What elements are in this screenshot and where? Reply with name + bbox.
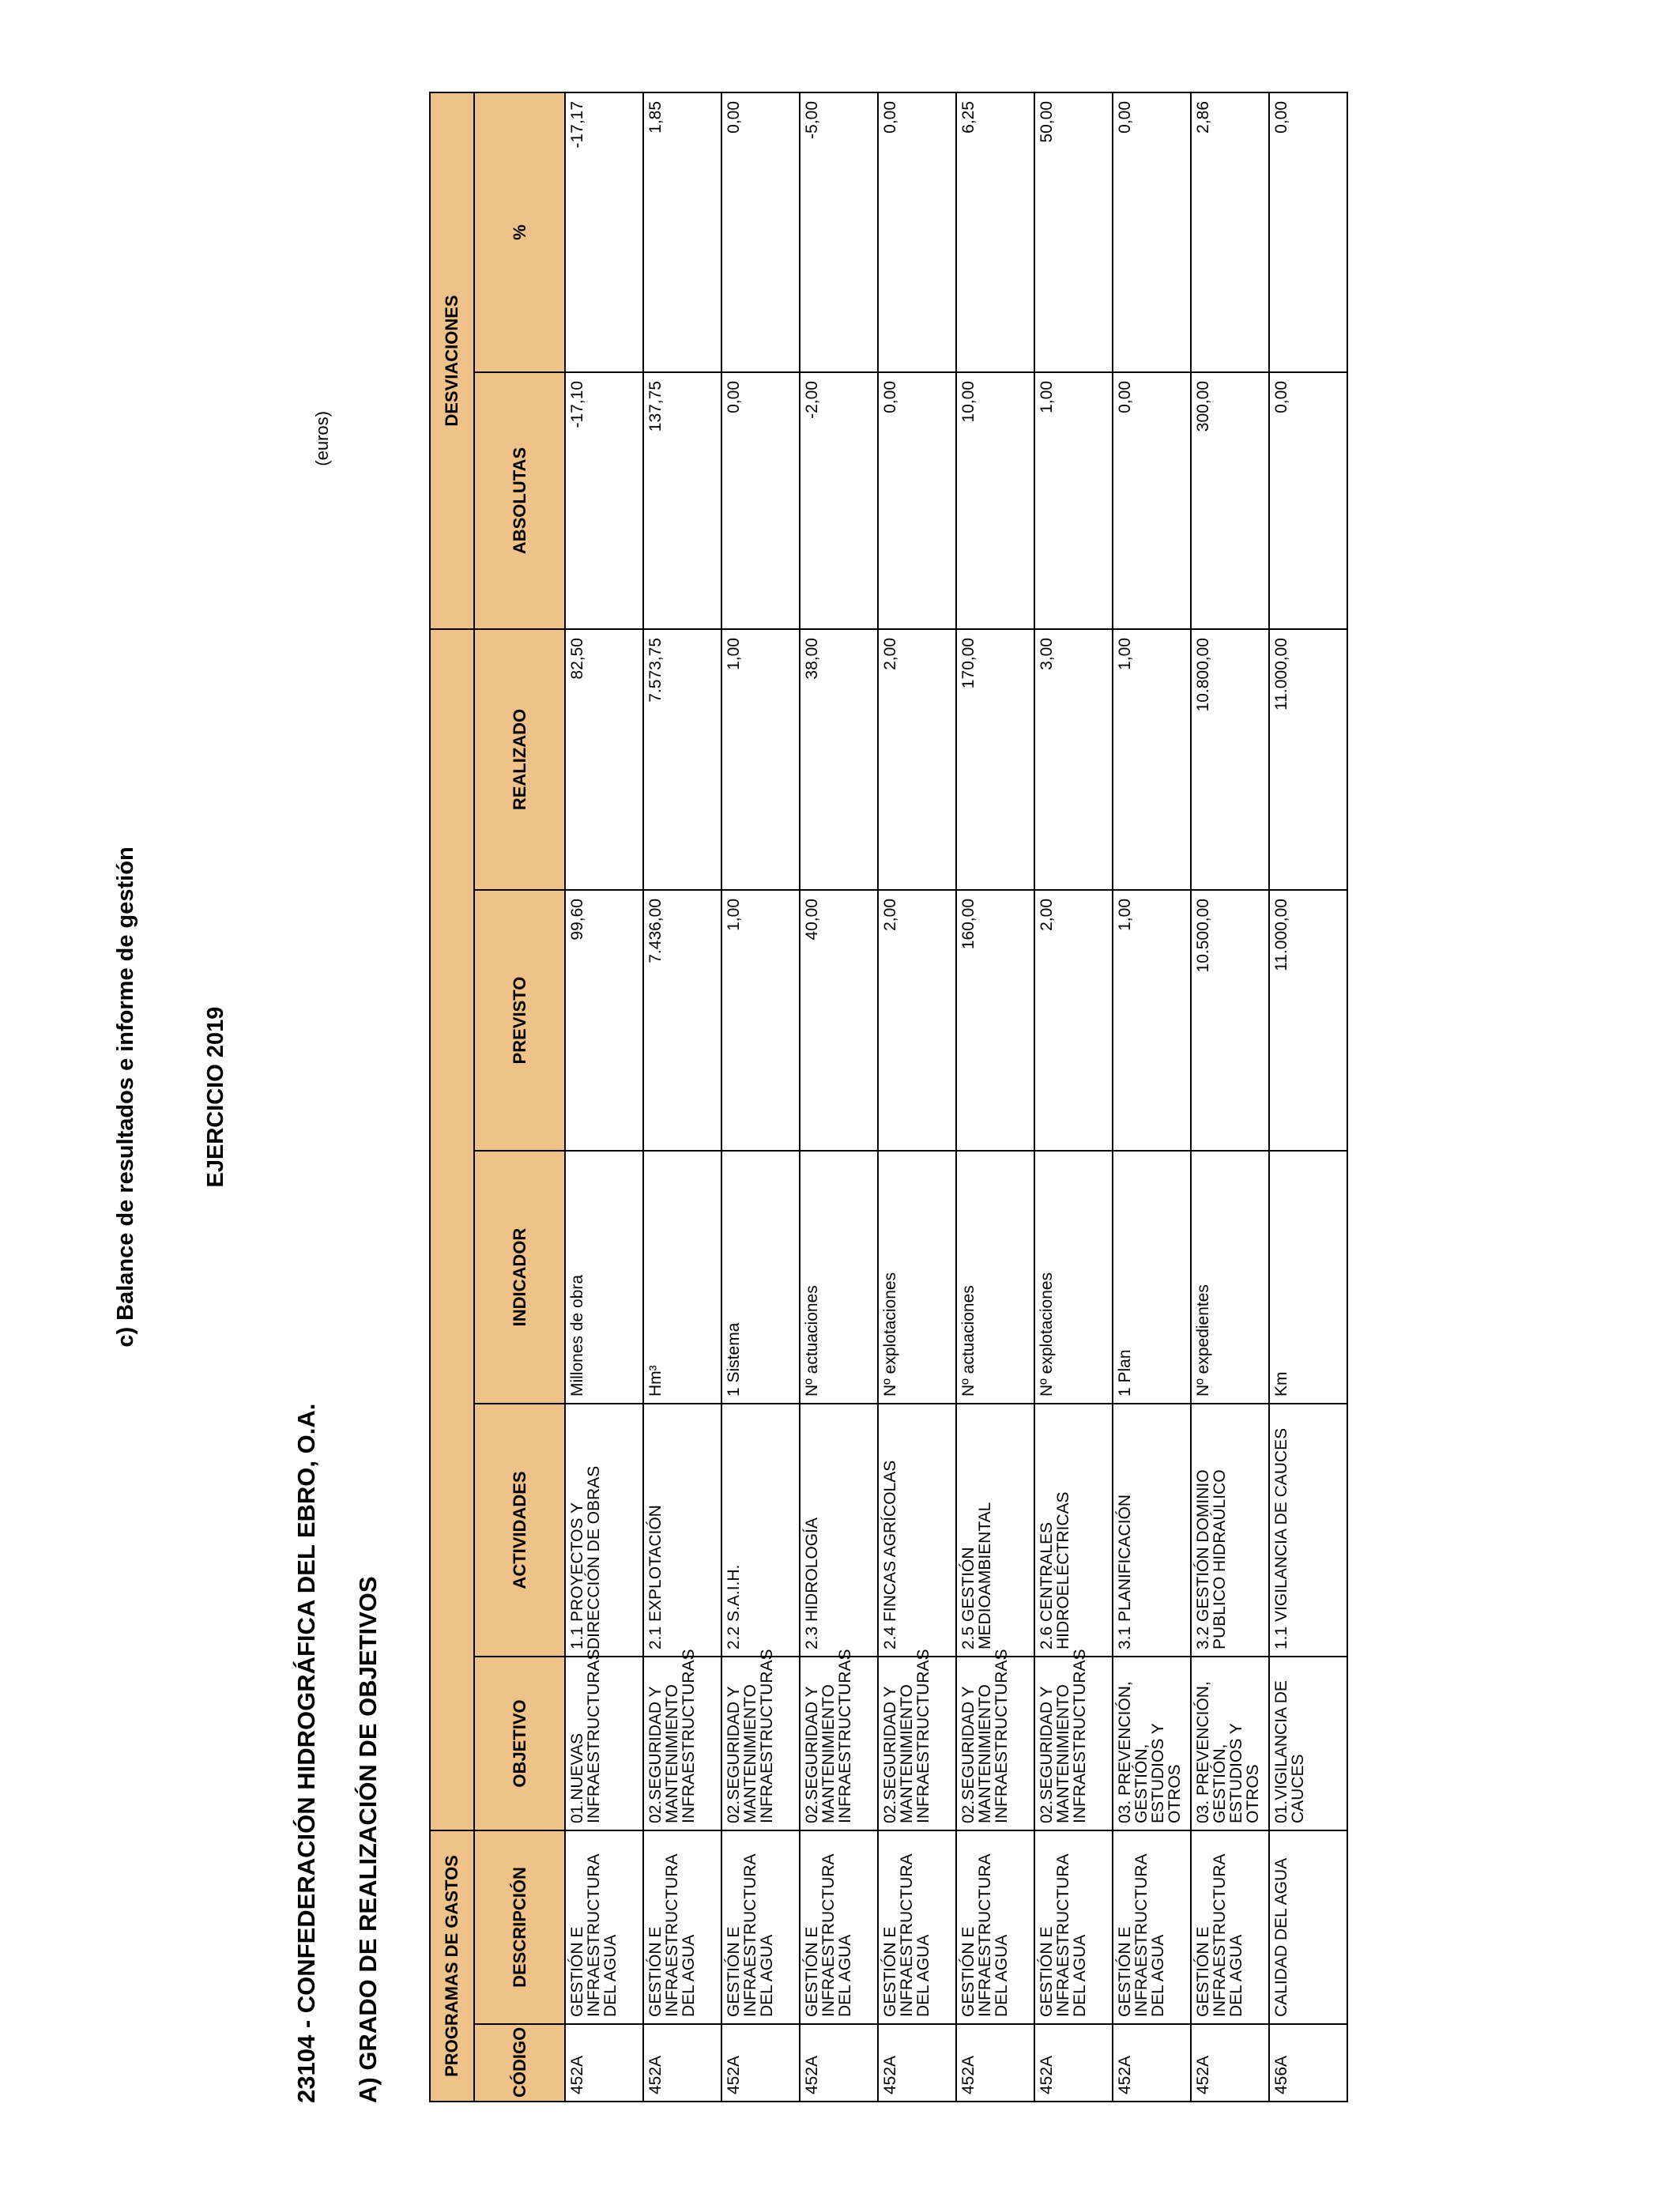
cell-absolutas: 0,00 xyxy=(1113,372,1191,629)
table-row xyxy=(1269,92,1347,2102)
cell-previsto: 2,00 xyxy=(1034,890,1113,1151)
cell-indicador: Hm³ xyxy=(643,1151,721,1404)
cell-actividades: 1.1 VIGILANCIA DE CAUCES xyxy=(1269,1404,1347,1657)
cell-realizado: 3,00 xyxy=(1034,629,1113,890)
cell-objetivo: 03. PREVENCIÓN, GESTIÓN, ESTUDIOS Y OTROS xyxy=(1191,1657,1269,1830)
cell-porcentaje: 2,86 xyxy=(1191,92,1269,372)
exercise-year: EJERCICIO 2019 xyxy=(203,1006,228,1188)
cell-absolutas: 1,00 xyxy=(1034,372,1113,629)
table-row xyxy=(643,92,721,2102)
cell-porcentaje: 0,00 xyxy=(878,92,956,372)
cell-objetivo: 02.SEGURIDAD Y MANTENIMIENTO INFRAESTRUCTURAS xyxy=(643,1657,721,1830)
cell-absolutas: -17,10 xyxy=(565,372,643,629)
col-descripcion-header: DESCRIPCIÓN xyxy=(474,1830,565,2024)
objectives-table xyxy=(429,92,1348,2102)
cell-objetivo: 02.SEGURIDAD Y MANTENIMIENTO INFRAESTRUCTURAS xyxy=(878,1657,956,1830)
cell-objetivo: 03. PREVENCIÓN, GESTIÓN, ESTUDIOS Y OTROS xyxy=(1113,1657,1191,1830)
cell-objetivo: 01.NUEVAS INFRAESTRUCTURAS xyxy=(565,1657,643,1830)
cell-previsto: 99,60 xyxy=(565,890,643,1151)
cell-codigo: 452A xyxy=(721,2024,800,2102)
col-actividades-header: ACTIVIDADES xyxy=(474,1404,565,1657)
cell-absolutas: 137,75 xyxy=(643,372,721,629)
col-codigo-header: CÓDIGO xyxy=(474,2024,565,2102)
col-previsto-header: PREVISTO xyxy=(474,890,565,1151)
cell-porcentaje: 1,85 xyxy=(643,92,721,372)
cell-previsto: 160,00 xyxy=(956,890,1034,1151)
cell-indicador: Nº explotaciones xyxy=(878,1151,956,1404)
cell-codigo: 452A xyxy=(565,2024,643,2102)
cell-actividades: 3.1 PLANIFICACIÓN xyxy=(1113,1404,1191,1657)
cell-realizado: 38,00 xyxy=(800,629,878,890)
cell-indicador: 1 Sistema xyxy=(721,1151,800,1404)
cell-objetivo: 02.SEGURIDAD Y MANTENIMIENTO INFRAESTRUCTURAS xyxy=(956,1657,1034,1830)
cell-objetivo: 01.VIGILANCIA DE CAUCES xyxy=(1269,1657,1347,1830)
cell-realizado: 170,00 xyxy=(956,629,1034,890)
col-objetivo-header: OBJETIVO xyxy=(474,1657,565,1830)
cell-indicador: Millones de obra xyxy=(565,1151,643,1404)
cell-realizado: 11.000,00 xyxy=(1269,629,1347,890)
cell-indicador: Nº explotaciones xyxy=(1034,1151,1113,1404)
cell-actividades: 2.1 EXPLOTACIÓN xyxy=(643,1404,721,1657)
cell-porcentaje: 0,00 xyxy=(1269,92,1347,372)
cell-objetivo: 02.SEGURIDAD Y MANTENIMIENTO INFRAESTRUCTURAS xyxy=(1034,1657,1113,1830)
cell-objetivo: 02.SEGURIDAD Y MANTENIMIENTO INFRAESTRUCTURAS xyxy=(800,1657,878,1830)
cell-absolutas: 0,00 xyxy=(1269,372,1347,629)
entity-title: 23104 - CONFEDERACIÓN HIDROGRÁFICA DEL EBRO, O.A. xyxy=(292,1403,320,2103)
cell-actividades: 3.2 GESTIÓN DOMINIO PUBLICO HIDRAÚLICO xyxy=(1191,1404,1269,1657)
cell-previsto: 2,00 xyxy=(878,890,956,1151)
cell-absolutas: 0,00 xyxy=(878,372,956,629)
cell-porcentaje: 0,00 xyxy=(1113,92,1191,372)
cell-porcentaje: 50,00 xyxy=(1034,92,1113,372)
cell-realizado: 10.800,00 xyxy=(1191,629,1269,890)
col-indicador-header: INDICADOR xyxy=(474,1151,565,1404)
table-row xyxy=(1191,92,1269,2102)
table-row xyxy=(565,92,643,2102)
cell-descripcion: GESTIÓN E INFRAESTRUCTURA DEL AGUA xyxy=(721,1830,800,2024)
group-empty-header xyxy=(430,629,474,1830)
cell-porcentaje: 0,00 xyxy=(721,92,800,372)
cell-previsto: 7.436,00 xyxy=(643,890,721,1151)
cell-indicador: Km xyxy=(1269,1151,1347,1404)
table-row xyxy=(956,92,1034,2102)
cell-actividades: 2.3 HIDROLOGÍA xyxy=(800,1404,878,1657)
group-desviaciones-header: DESVIACIONES xyxy=(430,92,474,629)
cell-indicador: Nº actuaciones xyxy=(956,1151,1034,1404)
cell-porcentaje: -17,17 xyxy=(565,92,643,372)
cell-previsto: 1,00 xyxy=(1113,890,1191,1151)
cell-absolutas: 0,00 xyxy=(721,372,800,629)
cell-realizado: 82,50 xyxy=(565,629,643,890)
cell-descripcion: GESTIÓN E INFRAESTRUCTURA DEL AGUA xyxy=(565,1830,643,2024)
document-title: c) Balance de resultados e informe de gestión xyxy=(113,846,138,1348)
cell-descripcion: GESTIÓN E INFRAESTRUCTURA DEL AGUA xyxy=(956,1830,1034,2024)
cell-descripcion: GESTIÓN E INFRAESTRUCTURA DEL AGUA xyxy=(643,1830,721,2024)
cell-indicador: Nº expedientes xyxy=(1191,1151,1269,1404)
cell-codigo: 456A xyxy=(1269,2024,1347,2102)
group-programas-header: PROGRAMAS DE GASTOS xyxy=(430,1830,474,2102)
cell-previsto: 40,00 xyxy=(800,890,878,1151)
table-row xyxy=(878,92,956,2102)
cell-porcentaje: -5,00 xyxy=(800,92,878,372)
header-column-row xyxy=(474,92,565,2102)
col-realizado-header: REALIZADO xyxy=(474,629,565,890)
cell-realizado: 1,00 xyxy=(1113,629,1191,890)
cell-actividades: 2.4 FINCAS AGRÍCOLAS xyxy=(878,1404,956,1657)
cell-indicador: 1 Plan xyxy=(1113,1151,1191,1404)
cell-actividades: 1.1 PROYECTOS Y DIRECCIÓN DE OBRAS xyxy=(565,1404,643,1657)
table-row xyxy=(1113,92,1191,2102)
cell-descripcion: CALIDAD DEL AGUA xyxy=(1269,1830,1347,2024)
cell-codigo: 452A xyxy=(800,2024,878,2102)
cell-codigo: 452A xyxy=(956,2024,1034,2102)
col-porcentaje-header: % xyxy=(474,92,565,372)
cell-codigo: 452A xyxy=(1191,2024,1269,2102)
header-group-row xyxy=(430,92,474,2102)
currency-note: (euros) xyxy=(312,411,332,466)
cell-previsto: 10.500,00 xyxy=(1191,890,1269,1151)
cell-realizado: 2,00 xyxy=(878,629,956,890)
cell-codigo: 452A xyxy=(1034,2024,1113,2102)
table-row xyxy=(721,92,800,2102)
cell-codigo: 452A xyxy=(643,2024,721,2102)
cell-absolutas: 10,00 xyxy=(956,372,1034,629)
cell-actividades: 2.6 CENTRALES HIDROELÉCTRICAS xyxy=(1034,1404,1113,1657)
cell-indicador: Nº actuaciones xyxy=(800,1151,878,1404)
cell-absolutas: 300,00 xyxy=(1191,372,1269,629)
cell-actividades: 2.5 GESTIÓN MEDIOAMBIENTAL xyxy=(956,1404,1034,1657)
cell-realizado: 1,00 xyxy=(721,629,800,890)
table-row xyxy=(800,92,878,2102)
cell-actividades: 2.2 S.A.I.H. xyxy=(721,1404,800,1657)
cell-codigo: 452A xyxy=(1113,2024,1191,2102)
cell-absolutas: -2,00 xyxy=(800,372,878,629)
col-absolutas-header: ABSOLUTAS xyxy=(474,372,565,629)
cell-descripcion: GESTIÓN E INFRAESTRUCTURA DEL AGUA xyxy=(1113,1830,1191,2024)
cell-previsto: 11.000,00 xyxy=(1269,890,1347,1151)
cell-porcentaje: 6,25 xyxy=(956,92,1034,372)
table-row xyxy=(1034,92,1113,2102)
cell-descripcion: GESTIÓN E INFRAESTRUCTURA DEL AGUA xyxy=(878,1830,956,2024)
cell-realizado: 7.573,75 xyxy=(643,629,721,890)
section-title: A) GRADO DE REALIZACIÓN DE OBJETIVOS xyxy=(354,1576,382,2103)
cell-objetivo: 02.SEGURIDAD Y MANTENIMIENTO INFRAESTRUCTURAS xyxy=(721,1657,800,1830)
cell-codigo: 452A xyxy=(878,2024,956,2102)
cell-previsto: 1,00 xyxy=(721,890,800,1151)
cell-descripcion: GESTIÓN E INFRAESTRUCTURA DEL AGUA xyxy=(800,1830,878,2024)
cell-descripcion: GESTIÓN E INFRAESTRUCTURA DEL AGUA xyxy=(1034,1830,1113,2024)
cell-descripcion: GESTIÓN E INFRAESTRUCTURA DEL AGUA xyxy=(1191,1830,1269,2024)
